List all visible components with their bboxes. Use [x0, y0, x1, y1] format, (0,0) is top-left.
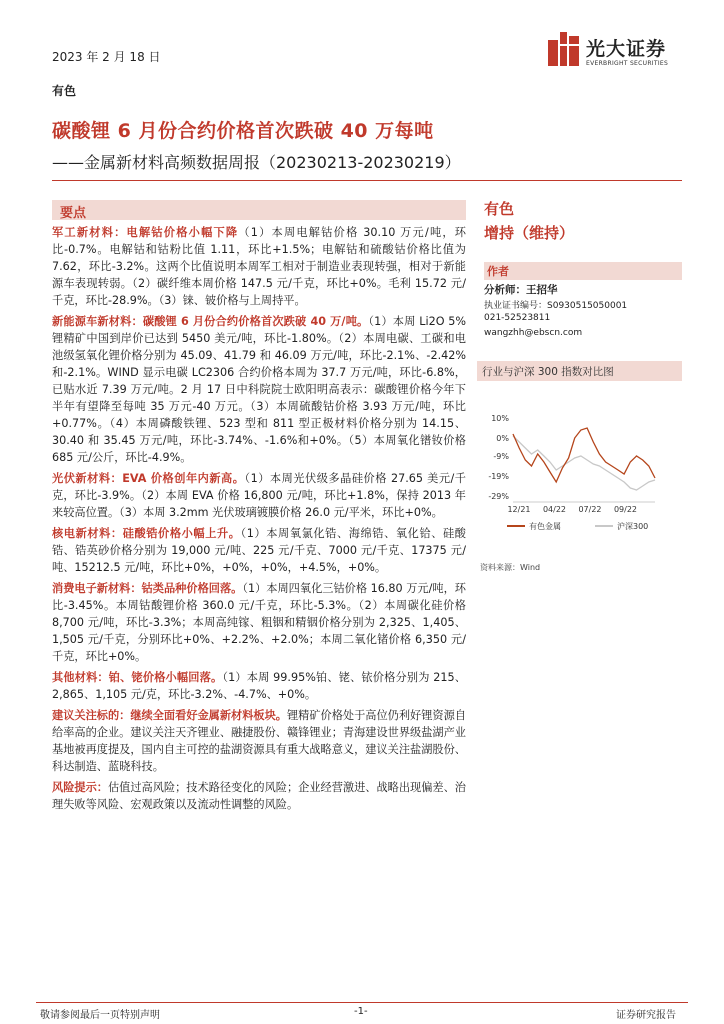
author-label: 作者	[487, 265, 509, 278]
y-tick-label: 10%	[491, 414, 509, 423]
para-risk	[52, 779, 466, 813]
analyst-cert: 执业证书编号：S0930515050001	[484, 301, 628, 311]
logo-chinese-name: 光大证券	[586, 38, 667, 60]
chart-source: 资料来源：Wind	[480, 563, 541, 572]
para-nuclear	[52, 525, 466, 576]
para-new-energy	[52, 313, 466, 466]
para-text: （1）本周光伏级多晶硅价格 27.65 美元/千克，环比-3.9%。（2）本周 EVA 价格 16,800 元/吨，环比+1.8%，保持 2013 年来较高位置。（3）本周 3.2mm 光伏玻璃镀膜价格 26.0 元/平米，环比+0%。	[52, 472, 466, 519]
para-text: （1）本周氧氯化锆、海绵锆、氧化铪、硅酸锆、锆英砂价格分别为 19,000 元/吨、225 元/千克、7000 元/千克、17375 元/吨、15212.5 元/吨，环比+0%，+0%，+0%，+4.5%，+0%。	[52, 527, 466, 574]
x-tick-label: 09/22	[613, 505, 638, 514]
y-tick-label: -9%	[493, 452, 509, 461]
report-date: 2023 年 2 月 18 日	[52, 50, 161, 64]
report-title: 碳酸锂 6 月份合约价格首次跌破 40 万每吨	[52, 120, 434, 142]
para-military	[52, 224, 466, 309]
para-label: 建议关注标的：继续全面看好金属新材料板块。	[52, 709, 287, 722]
y-tick-label: -29%	[488, 492, 509, 501]
y-tick-label: 0%	[496, 434, 509, 443]
everbright-logo-icon	[546, 30, 582, 68]
series-line	[513, 436, 655, 490]
para-label: 其他材料：铂、铑价格小幅回落。	[52, 671, 223, 684]
rating-sector: 有色	[484, 200, 515, 218]
report-subtitle: ——金属新材料高频数据周报（20230213-20230219）	[52, 153, 461, 172]
para-label: 消费电子新材料：钴类品种价格回落。	[52, 582, 243, 595]
para-text: （1）本周 99.95%铂、铑、铱价格分别为 215、2,865、1,105 元/克，环比-3.2%、-4.7%、+0%。	[52, 671, 466, 701]
para-label: 军工新材料：电解钴价格小幅下降	[52, 226, 239, 239]
series-line	[513, 428, 655, 482]
chart-header	[477, 361, 682, 381]
para-other-materials	[52, 669, 466, 703]
y-tick-label: -19%	[488, 472, 509, 481]
key-points-label: 要点	[60, 206, 87, 221]
footer-page-number: -1-	[354, 1006, 368, 1017]
chart-title: 行业与沪深 300 指数对比图	[482, 366, 614, 378]
x-tick-label: 04/22	[542, 505, 567, 514]
key-points-body	[52, 224, 466, 817]
author-header	[484, 262, 682, 280]
analyst-phone: 021-52523811	[484, 313, 551, 323]
report-sector: 有色	[52, 84, 77, 98]
footer-report-type: 证券研究报告	[616, 1010, 676, 1021]
analyst-name: 分析师：王招华	[484, 284, 558, 296]
para-label: 新能源车新材料：碳酸锂 6 月份合约价格首次跌破 40 万/吨。	[52, 315, 369, 328]
x-tick-label: 07/22	[578, 505, 602, 514]
para-label: 光伏新材料：EVA 价格创年内新高。	[52, 472, 245, 485]
para-text: （1）本周四氧化三钴价格 16.80 万元/吨，环比-3.45%。本周钴酸锂价格 360.0 元/千克，环比-5.3%。（2）本周碳化硅价格 8,700 元/吨，环比-3.3%；本周高纯镓、粗铟和精铟价格分别为 2,325、1,405、1,505 元/千克，分别环比+0%、+2.2%、+2.0%；本周二氧化锗价格 6,350 元/千克，环比+0%。	[52, 582, 466, 663]
para-photovoltaic	[52, 470, 466, 521]
footer-divider	[36, 1002, 688, 1003]
header-divider	[52, 180, 682, 181]
para-text: （1）本周 Li2O 5%锂精矿中国到岸价已达到 5450 美元/吨，环比-1.80%。（2）本周电碳、工碳和电池级氢氧化锂价格分别为 45.09、41.79 和 46.09 万元/吨，环比-2.1%、-2.42%和-2.1%。WIND 显示电碳 LC2306 合约价格本周为 37.7 万元/吨，环比-6.8%，已贴水近 7.39 万元/吨。2 月 17 日中科院院士欧阳明高表示：碳酸锂价格今年下半年有望降至每吨 35 万元-40 万元。（3）本周硫酸钴价格 3.93 万元/吨，环比+0.77%。（4）本周磷酸铁锂、523 型和 811 型正极材料价格分别为 14.15、30.40 和 35.45 万元/吨，环比-3.74%、-1.6%和+0%。（5）本周氧化镨钕价格 685 元/公斤，环比-4.9%。	[52, 315, 466, 464]
para-consumer-electronics	[52, 580, 466, 665]
analyst-email[interactable]: wangzhh@ebscn.com	[484, 328, 583, 338]
para-text: 估值过高风险；技术路径变化的风险；企业经营激进、战略出现偏差、治理失败等风险、宏观政策以及流动性调整的风险。	[52, 781, 466, 811]
legend-label: 有色金属	[529, 522, 561, 531]
index-comparison-chart	[477, 400, 682, 540]
logo-english-name: EVERBRIGHT SECURITIES	[586, 60, 669, 67]
rating-value: 增持（维持）	[484, 224, 575, 242]
para-label: 风险提示：	[52, 781, 108, 794]
key-points-header	[52, 200, 466, 220]
footer-disclaimer: 敬请参阅最后一页特别声明	[40, 1010, 160, 1021]
para-text: 锂精矿价格处于高位仍利好锂资源自给率高的企业。建议关注天齐锂业、融捷股份、赣锋锂业；青海建设世界级盐湖产业基地被再度提及，国内自主可控的盐湖资源具有重大战略意义，建议关注盐湖股份、科达制造、蓝晓科技。	[52, 709, 466, 773]
para-recommendation	[52, 707, 466, 775]
para-text: （1）本周电解钴价格 30.10 万元/吨，环比-0.7%。电解钴和钴粉比值 1.11，环比+1.5%；电解钴和硫酸钴价格比值为 7.62，环比-3.2%。这两个比值说明本周军工相对于制造业表现转强，相对于新能源车表现转弱。（2）碳纤维本周价格 147.5 元/千克，环比+0%。毛利 15.72 元/千克，环比-28.9%。（3）铼、铍价格与上周持平。	[52, 226, 466, 307]
para-label: 核电新材料：硅酸锆价格小幅上升。	[52, 527, 241, 540]
legend-label: 沪深300	[617, 522, 649, 531]
company-logo	[546, 30, 686, 74]
x-tick-label: 12/21	[507, 505, 531, 514]
